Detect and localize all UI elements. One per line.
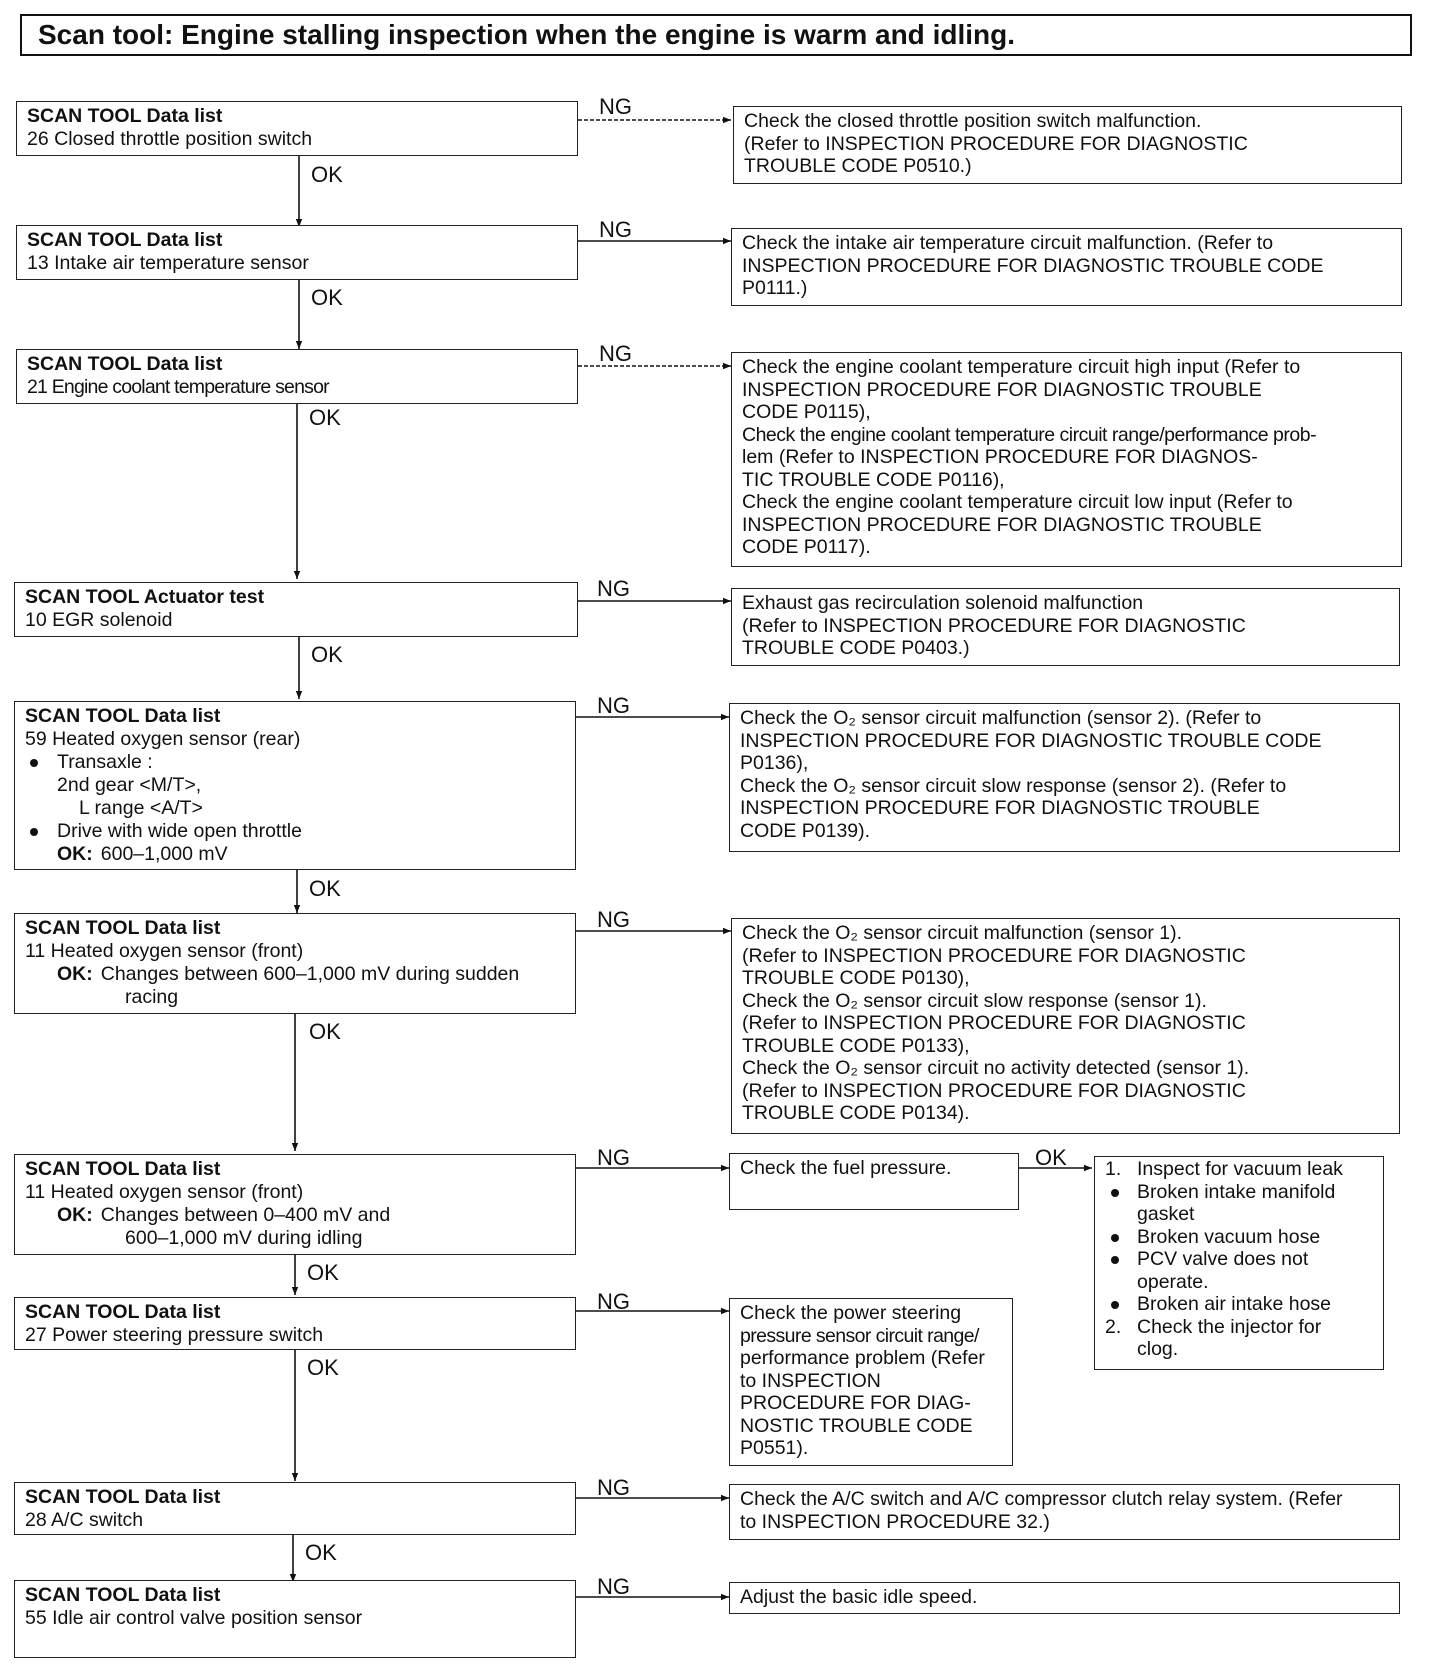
result-line: Check the A/C switch and A/C compressor clutch relay system. (Refer bbox=[740, 1488, 1343, 1510]
result-line: Check the engine coolant temperature circuit range/performance prob- bbox=[742, 423, 1317, 446]
ok-value: 600–1,000 mV bbox=[100, 843, 228, 865]
ok-value-cont: 600–1,000 mV during idling bbox=[125, 1227, 363, 1249]
step-header: SCAN TOOL Actuator test bbox=[25, 586, 265, 608]
step-box-9 bbox=[14, 1482, 576, 1535]
result-line: TROUBLE CODE P0130), bbox=[742, 967, 970, 989]
result-box-5 bbox=[729, 703, 1400, 852]
step-box-8 bbox=[14, 1297, 576, 1350]
step-line: 13 Intake air temperature sensor bbox=[27, 252, 309, 274]
vacuum-bullet-cont: gasket bbox=[1137, 1203, 1195, 1225]
ok-label-6: OK bbox=[309, 1019, 341, 1044]
result-line: CODE P0115), bbox=[742, 401, 871, 423]
ok-value: Changes between 600–1,000 mV during sudden bbox=[100, 963, 520, 985]
result-line: P0551). bbox=[740, 1437, 809, 1459]
step-box-5 bbox=[14, 701, 576, 870]
ok-value-cont: racing bbox=[125, 986, 179, 1008]
result-line: INSPECTION PROCEDURE FOR DIAGNOSTIC TROUBLE bbox=[742, 378, 1262, 401]
result-line: CODE P0117). bbox=[742, 536, 871, 558]
result-line: CODE P0139). bbox=[740, 819, 871, 842]
result-line: (Refer to INSPECTION PROCEDURE FOR DIAGNOSTIC bbox=[744, 132, 1248, 155]
ok-label: OK: bbox=[57, 843, 93, 865]
step-ok-criteria bbox=[25, 843, 565, 866]
result-line: Check the O₂ sensor circuit no activity detected (sensor 1). bbox=[742, 1057, 1250, 1079]
result-line: Adjust the basic idle speed. bbox=[740, 1586, 978, 1608]
step-header: SCAN TOOL Data list bbox=[25, 1584, 221, 1606]
ng-label-6: NG bbox=[597, 907, 630, 932]
step-header: SCAN TOOL Data list bbox=[25, 1301, 221, 1323]
step-subline: 2nd gear <M/T>, bbox=[57, 774, 202, 796]
step-box-1 bbox=[16, 101, 578, 156]
result-line: Check the power steering bbox=[740, 1302, 962, 1324]
ok-label-1: OK bbox=[311, 162, 343, 187]
result-line: Exhaust gas recirculation solenoid malfunction bbox=[742, 592, 1144, 614]
ok-label-8: OK bbox=[307, 1355, 339, 1380]
ng-label-4: NG bbox=[597, 576, 630, 601]
result-line: PROCEDURE FOR DIAG- bbox=[740, 1392, 971, 1414]
result-line: INSPECTION PROCEDURE FOR DIAGNOSTIC TROUBLE bbox=[742, 513, 1262, 536]
step-box-4 bbox=[14, 582, 578, 637]
page-title: Scan tool: Engine stalling inspection when the engine is warm and idling. bbox=[20, 14, 1412, 56]
result-line: INSPECTION PROCEDURE FOR DIAGNOSTIC TROUBLE bbox=[740, 797, 1260, 819]
result-line: TROUBLE CODE P0134). bbox=[742, 1102, 970, 1124]
vacuum-bullet: Broken vacuum hose bbox=[1105, 1226, 1373, 1249]
ok-value: Changes between 0–400 mV and bbox=[100, 1204, 391, 1226]
result-line: TIC TROUBLE CODE P0116), bbox=[742, 468, 1005, 491]
step-line: 10 EGR solenoid bbox=[25, 609, 173, 631]
result-line: pressure sensor circuit range/ bbox=[740, 1324, 979, 1347]
result-box-3 bbox=[731, 352, 1402, 567]
result-line: performance problem (Refer bbox=[740, 1347, 985, 1369]
step-ok-criteria bbox=[25, 963, 565, 986]
vacuum-bullet: PCV valve does not bbox=[1105, 1248, 1373, 1271]
ok-label-fuel: OK bbox=[1035, 1145, 1067, 1170]
result-line: Check the fuel pressure. bbox=[740, 1157, 952, 1179]
item-number: 1. bbox=[1105, 1158, 1122, 1180]
ng-label-5: NG bbox=[597, 693, 630, 718]
result-box-7 bbox=[729, 1153, 1019, 1210]
result-line: (Refer to INSPECTION PROCEDURE FOR DIAGNOSTIC bbox=[742, 944, 1246, 967]
result-line: (Refer to INSPECTION PROCEDURE FOR DIAGNOSTIC bbox=[742, 1012, 1246, 1034]
result-box-1 bbox=[733, 106, 1402, 184]
step-ok-criteria bbox=[25, 1204, 565, 1227]
step-line: 11 Heated oxygen sensor (front) bbox=[25, 1181, 304, 1203]
ok-label-7: OK bbox=[307, 1260, 339, 1285]
result-line: P0111.) bbox=[742, 277, 808, 299]
result-box-9 bbox=[729, 1484, 1400, 1540]
step-bullet: Transaxle : bbox=[25, 751, 565, 774]
step-box-10 bbox=[14, 1580, 576, 1658]
ok-label-9: OK bbox=[305, 1540, 337, 1565]
result-line: Check the intake air temperature circuit malfunction. (Refer to bbox=[742, 232, 1274, 254]
vacuum-item-1 bbox=[1105, 1158, 1373, 1181]
step-line: 26 Closed throttle position switch bbox=[27, 128, 313, 150]
ng-label-1: NG bbox=[599, 94, 632, 119]
ok-label: OK: bbox=[57, 963, 93, 985]
item-text: Check the injector for bbox=[1137, 1315, 1322, 1338]
step-header: SCAN TOOL Data list bbox=[27, 353, 223, 375]
item-text: Inspect for vacuum leak bbox=[1137, 1158, 1343, 1180]
ng-label-2: NG bbox=[599, 217, 632, 242]
vacuum-bullet: Broken intake manifold bbox=[1105, 1181, 1373, 1204]
step-header: SCAN TOOL Data list bbox=[25, 1158, 221, 1180]
result-box-4 bbox=[731, 588, 1400, 666]
result-box-10 bbox=[729, 1582, 1400, 1614]
result-line: INSPECTION PROCEDURE FOR DIAGNOSTIC TROUBLE CODE bbox=[742, 254, 1324, 277]
step-box-7 bbox=[14, 1154, 576, 1255]
result-line: to INSPECTION bbox=[740, 1369, 881, 1392]
result-line: P0136), bbox=[740, 752, 809, 774]
step-header: SCAN TOOL Data list bbox=[25, 917, 221, 939]
result-line: Check the engine coolant temperature circuit low input (Refer to bbox=[742, 491, 1293, 513]
step-header: SCAN TOOL Data list bbox=[27, 105, 223, 127]
result-line: Check the O₂ sensor circuit slow response (sensor 2). (Refer to bbox=[740, 774, 1287, 797]
result-box-6 bbox=[731, 918, 1400, 1134]
ok-label-2: OK bbox=[311, 285, 343, 310]
item-number: 2. bbox=[1105, 1315, 1122, 1338]
result-box-2 bbox=[731, 228, 1402, 306]
ok-label-5: OK bbox=[309, 876, 341, 901]
ok-label: OK: bbox=[57, 1204, 93, 1226]
result-line: NOSTIC TROUBLE CODE bbox=[740, 1414, 973, 1437]
result-line: Check the engine coolant temperature circuit high input (Refer to bbox=[742, 356, 1301, 378]
step-box-6 bbox=[14, 913, 576, 1014]
result-line: (Refer to INSPECTION PROCEDURE FOR DIAGNOSTIC bbox=[742, 1079, 1246, 1102]
step-header: SCAN TOOL Data list bbox=[25, 705, 221, 727]
step-line: 21 Engine coolant temperature sensor bbox=[27, 376, 329, 398]
ng-label-9: NG bbox=[597, 1475, 630, 1500]
result-line: Check the O₂ sensor circuit malfunction (sensor 1). bbox=[742, 922, 1182, 944]
ok-label-4: OK bbox=[311, 642, 343, 667]
result-line: to INSPECTION PROCEDURE 32.) bbox=[740, 1510, 1050, 1533]
vacuum-bullet-cont: operate. bbox=[1137, 1270, 1209, 1293]
result-line: TROUBLE CODE P0133), bbox=[742, 1034, 970, 1057]
ng-label-3: NG bbox=[599, 341, 632, 366]
result-line: Check the closed throttle position switch malfunction. bbox=[744, 110, 1202, 132]
step-line: 28 A/C switch bbox=[25, 1509, 144, 1531]
vacuum-item-2 bbox=[1105, 1316, 1373, 1339]
vacuum-bullet: Broken air intake hose bbox=[1105, 1293, 1373, 1316]
step-box-3 bbox=[16, 349, 578, 404]
ng-label-10: NG bbox=[597, 1574, 630, 1599]
step-header: SCAN TOOL Data list bbox=[25, 1486, 221, 1508]
ng-label-7: NG bbox=[597, 1145, 630, 1170]
step-subline: L range <A/T> bbox=[79, 797, 203, 819]
vacuum-check-box bbox=[1094, 1156, 1384, 1370]
step-line: 59 Heated oxygen sensor (rear) bbox=[25, 728, 301, 750]
step-box-2 bbox=[16, 225, 578, 280]
item-text-cont: clog. bbox=[1137, 1338, 1179, 1360]
result-line: lem (Refer to INSPECTION PROCEDURE FOR DIAGNOS- bbox=[742, 446, 1258, 468]
step-line: 55 Idle air control valve position sensor bbox=[25, 1607, 363, 1629]
result-line: TROUBLE CODE P0403.) bbox=[742, 637, 970, 659]
result-line: Check the O₂ sensor circuit slow response (sensor 1). bbox=[742, 989, 1207, 1012]
step-bullet: Drive with wide open throttle bbox=[25, 820, 565, 843]
ok-label-3: OK bbox=[309, 405, 341, 430]
result-line: Check the O₂ sensor circuit malfunction (sensor 2). (Refer to bbox=[740, 707, 1262, 729]
step-line: 27 Power steering pressure switch bbox=[25, 1324, 324, 1346]
step-line: 11 Heated oxygen sensor (front) bbox=[25, 940, 304, 962]
ng-label-8: NG bbox=[597, 1289, 630, 1314]
result-box-8 bbox=[729, 1298, 1013, 1466]
result-line: TROUBLE CODE P0510.) bbox=[744, 155, 972, 177]
result-line: (Refer to INSPECTION PROCEDURE FOR DIAGNOSTIC bbox=[742, 614, 1246, 637]
result-line: INSPECTION PROCEDURE FOR DIAGNOSTIC TROUBLE CODE bbox=[740, 729, 1322, 752]
step-header: SCAN TOOL Data list bbox=[27, 229, 223, 251]
